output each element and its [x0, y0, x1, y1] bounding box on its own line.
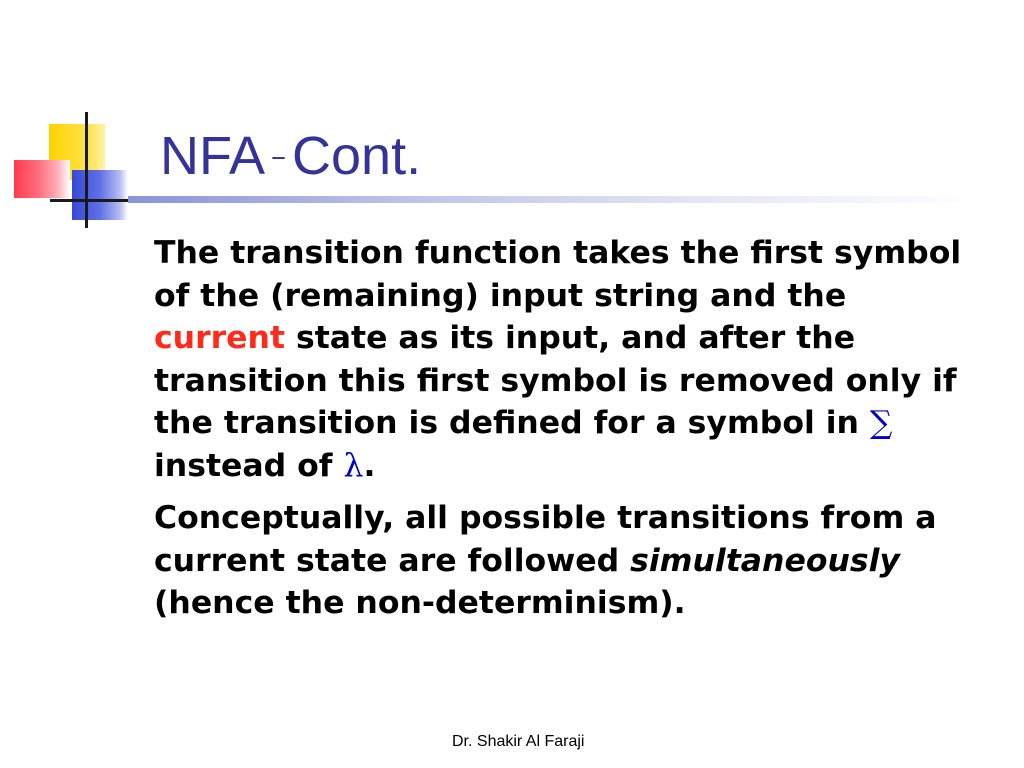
title-dash: –: [271, 139, 287, 174]
paragraph1-text-d: .: [363, 447, 376, 484]
paragraph-conceptually: [154, 497, 964, 625]
slide-body: [154, 232, 964, 635]
sigma-symbol: ∑: [869, 405, 893, 441]
logo-red-square: [14, 160, 70, 198]
slide-footer-author: Dr. Shakir Al Faraji: [452, 733, 585, 750]
slide-logo-decoration: [0, 0, 160, 240]
paragraph-transition-function: [154, 232, 964, 487]
logo-vertical-line: [85, 112, 88, 228]
paragraph1-text-b: state as its input, and after the transition this first symbol is removed only if the transition is defined for a symbol in: [154, 320, 957, 441]
highlighted-word-current: current: [154, 320, 286, 356]
paragraph1-text-c: instead of: [154, 447, 344, 484]
slide-title: [160, 124, 421, 189]
logo-blue-square: [72, 170, 128, 220]
paragraph1-text-a: The transition function takes the first symbol of the (remaining) input string and the: [154, 235, 962, 314]
paragraph2-text-a: Conceptually, all possible transitions from a current state are followed: [154, 500, 937, 579]
title-main: NFA: [160, 126, 266, 186]
emphasis-simultaneously: simultaneously: [630, 542, 900, 579]
title-cont: Cont.: [292, 126, 422, 186]
title-underline-rule: [128, 196, 978, 203]
paragraph2-text-b: (hence the non-determinism).: [154, 585, 686, 621]
lambda-symbol: λ: [343, 447, 364, 484]
